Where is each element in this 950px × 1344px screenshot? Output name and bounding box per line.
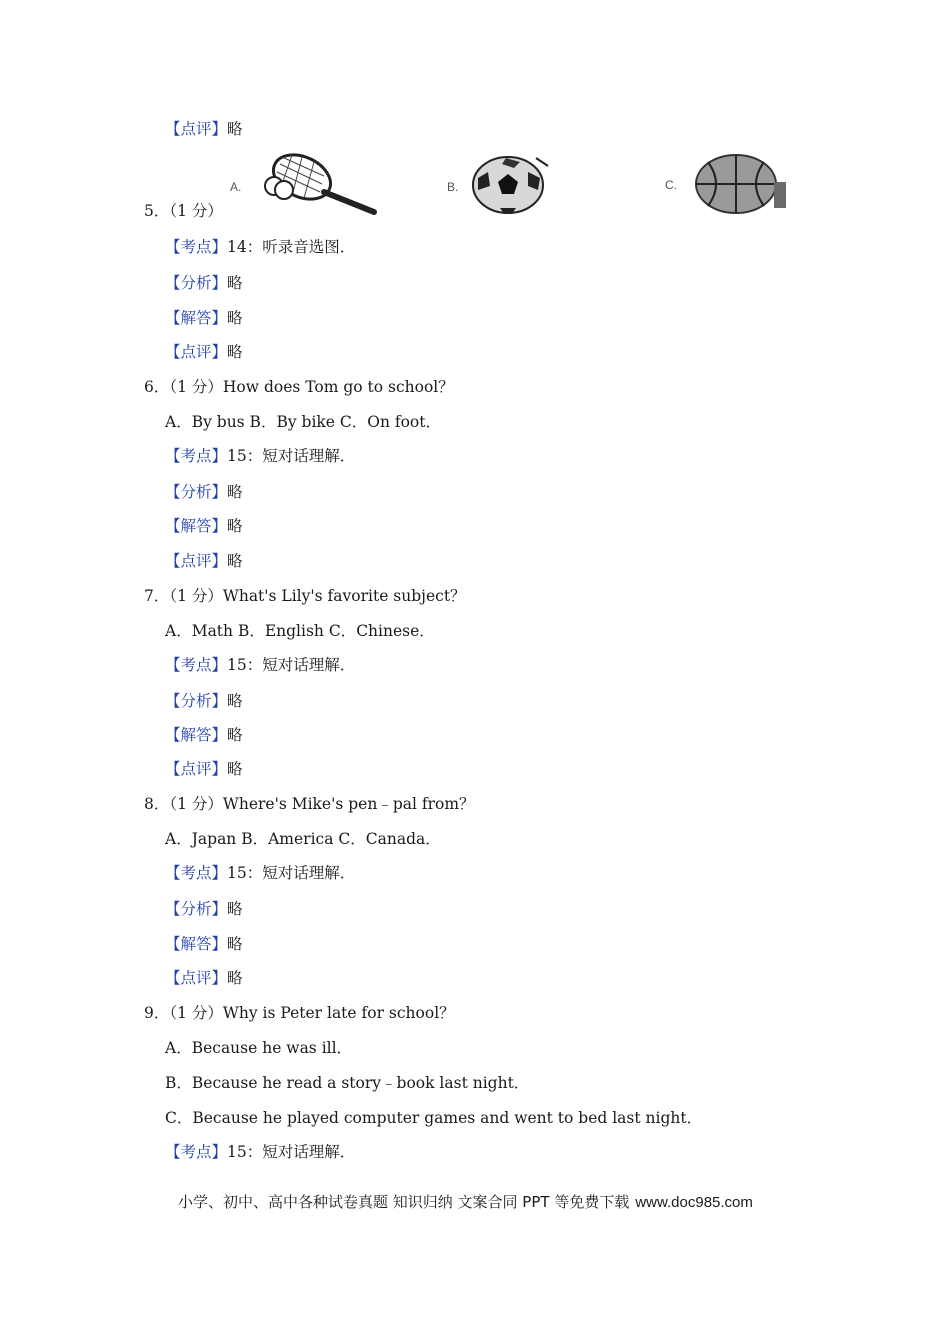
section-tag: 【分析】 [165,483,228,501]
line-text: 略 [227,760,243,778]
text-line [165,829,441,849]
text-line [165,863,355,883]
line-text: 8．（1 分）Where's Mike's pen﹣pal from？ [144,795,475,813]
tennis-racket-icon [262,152,382,218]
text-line [165,446,355,466]
text-line [165,1108,702,1128]
section-tag: 【解答】 [165,309,228,327]
line-text: 略 [227,343,243,361]
line-text: A．By bus B．By bike C．On foot． [165,413,441,431]
line-text: A．Because he was ill． [165,1039,353,1057]
text-line [165,342,243,362]
option-b-label: B. [447,180,459,194]
text-line [144,201,223,221]
section-tag: 【点评】 [165,969,228,987]
line-text: 5．（1 分） [144,202,223,220]
option-c-label: C. [665,178,677,192]
line-text: 7．（1 分）What's Lily's favorite subject？ [144,587,466,605]
line-text: 略 [227,517,243,535]
text-line [144,794,475,814]
footer-url[interactable]: www.doc985.com [635,1194,753,1211]
line-text: A．Japan B．America C．Canada． [165,830,441,848]
section-tag: 【考点】 [165,1143,228,1161]
section-tag: 【考点】 [165,238,228,256]
line-text: 15：短对话理解． [227,864,356,882]
text-line [165,119,243,139]
text-line [165,621,435,641]
section-tag: 【考点】 [165,447,228,465]
section-tag: 【分析】 [165,692,228,710]
text-line [165,1142,355,1162]
text-line [165,725,243,745]
page-footer [178,1191,753,1212]
text-line [144,377,454,397]
text-line [165,759,243,779]
section-tag: 【分析】 [165,900,228,918]
section-tag: 【解答】 [165,935,228,953]
footer-text: 小学、初中、高中各种试卷真题 知识归纳 文案合同 PPT 等免费下载 [178,1193,630,1211]
section-tag: 【点评】 [165,343,228,361]
text-line [165,1073,529,1093]
section-tag: 【点评】 [165,120,228,138]
option-a-label: A. [230,180,242,194]
line-text: 9．（1 分）Why is Peter late for school？ [144,1004,455,1022]
text-line [165,237,355,257]
text-line [165,691,243,711]
text-line [165,482,243,502]
section-tag: 【点评】 [165,760,228,778]
section-tag: 【点评】 [165,552,228,570]
line-text: B．Because he read a story﹣book last night． [165,1074,530,1092]
line-text: 14：听录音选图． [227,238,356,256]
line-text: 略 [227,935,243,953]
soccer-ball-icon [470,152,554,216]
line-text: 略 [227,726,243,744]
section-tag: 【考点】 [165,864,228,882]
text-line [165,516,243,536]
line-text: 略 [227,483,243,501]
text-line [144,586,466,606]
basketball-icon [694,152,790,216]
line-text: 略 [227,969,243,987]
line-text: 略 [227,309,243,327]
text-line [165,412,441,432]
line-text: 略 [227,274,243,292]
line-text: C．Because he played computer games and went to bed last night． [165,1109,703,1127]
text-line [165,308,243,328]
line-text: 略 [227,120,243,138]
line-text: 15：短对话理解． [227,656,356,674]
text-line [165,273,243,293]
line-text: 略 [227,900,243,918]
text-line [165,934,243,954]
text-line [165,968,243,988]
text-line [165,655,355,675]
section-tag: 【考点】 [165,656,228,674]
line-text: 略 [227,552,243,570]
line-text: 6．（1 分）How does Tom go to school？ [144,378,454,396]
text-line [165,899,243,919]
line-text: A．Math B．English C．Chinese． [165,622,435,640]
text-line [165,551,243,571]
section-tag: 【解答】 [165,517,228,535]
text-line [165,1038,352,1058]
text-line [144,1003,455,1023]
line-text: 15：短对话理解． [227,447,356,465]
line-text: 略 [227,692,243,710]
line-text: 15：短对话理解． [227,1143,356,1161]
section-tag: 【解答】 [165,726,228,744]
section-tag: 【分析】 [165,274,228,292]
